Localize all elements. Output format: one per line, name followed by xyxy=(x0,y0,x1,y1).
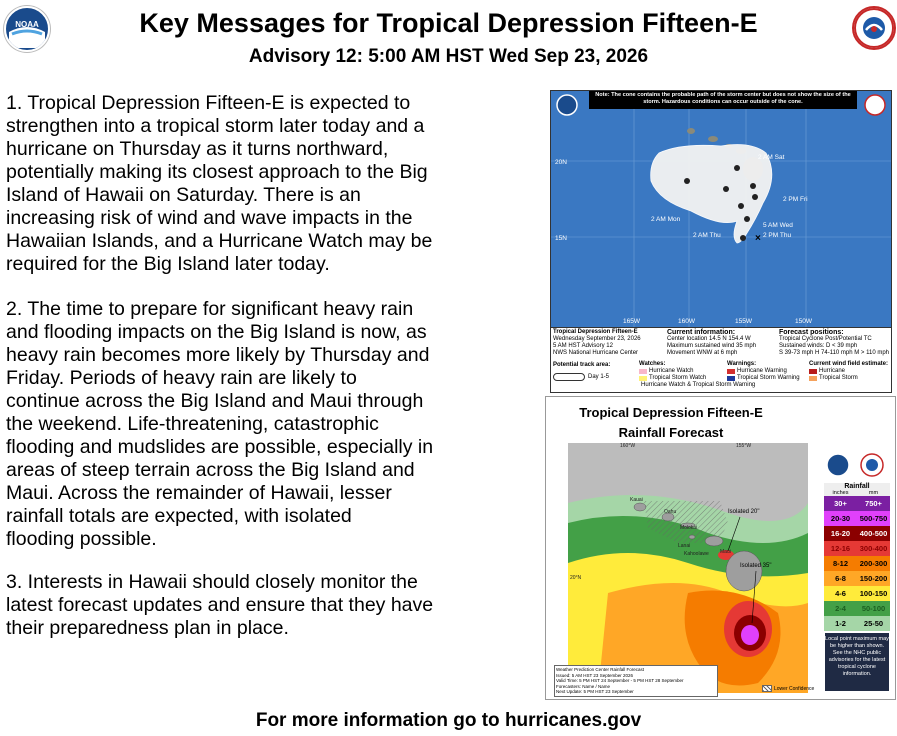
legend-storm-name: Tropical Depression Fifteen-E xyxy=(553,329,638,335)
island-label-kauai: Kauai xyxy=(630,497,643,503)
ts-warning-swatch xyxy=(727,376,735,381)
advisory-subtitle: Advisory 12: 5:00 AM HST Wed Sep 23, 2026 xyxy=(248,46,649,67)
rain-legend-row xyxy=(824,586,890,601)
legend-track-area-day: Day 1-5 xyxy=(588,373,610,380)
rain-legend-row xyxy=(824,526,890,541)
rain-legend-mm-value: 750+ xyxy=(865,499,882,508)
rain-legend-row xyxy=(824,616,890,631)
wind-ts-swatch xyxy=(809,376,817,381)
rain-legend-mm-value: 400-500 xyxy=(859,529,888,538)
track-label-2am-thu: 2 AM Thu xyxy=(693,232,721,239)
key-message-2: 2. The time to prepare for significant heavy rain and flooding impacts on the Big Island is now, as heavy rain becomes more likely by Thursday and Friday. Periods of heavy rain are likely to continue across the Big Island and Maui through the weekend. Life-threatening, catastrophic flooding and mudslides are possible, especially in areas of steep terrain across the Big Island and Maui. Across the remainder of Hawaii, lesser rainfall totals are expected, with isolated flooding possible. xyxy=(6,298,434,550)
cone-hazard-legend xyxy=(550,360,892,393)
rainfall-note: Local point maximum may be higher than shown. See the NHC public advisories for the latest tropical cyclone information. xyxy=(825,633,889,691)
rain-legend-row xyxy=(824,556,890,571)
rain-info-line: Next Update: 5 PM HST 23 September xyxy=(556,689,634,695)
legend-wind-hurricane: Hurricane xyxy=(819,368,846,374)
noaa-logo-text: NOAA xyxy=(15,20,39,29)
legend-hurricane-watch: Hurricane Watch xyxy=(649,368,694,374)
rain-legend-inches-value: 1-2 xyxy=(835,619,846,628)
lower-confidence-label: Lower Confidence xyxy=(774,685,815,692)
rain-info-line: Forecasters: Name / Name xyxy=(556,683,611,689)
wind-hurricane-swatch xyxy=(809,369,817,374)
rain-legend-row xyxy=(824,571,890,586)
legend-wind-ts: Tropical Storm xyxy=(819,375,858,381)
rain-legend-inches-value: 6-8 xyxy=(835,574,846,583)
rain-lon-155w: 155°W xyxy=(736,443,752,449)
rain-legend-inches-value: 20-30 xyxy=(830,514,851,523)
rain-legend-inches-value: 16-20 xyxy=(830,529,851,538)
rainfall-info-box xyxy=(554,665,718,697)
rain-legend-row xyxy=(824,541,890,556)
island-label-oahu: Oahu xyxy=(664,509,677,515)
rain-legend-inches: inches xyxy=(832,490,849,496)
rain-legend-mm-value: 25-50 xyxy=(863,619,884,628)
legend-current-title: Current information: xyxy=(667,329,736,336)
rainfall-forecast-map xyxy=(545,396,896,700)
rainfall-legend xyxy=(824,483,890,631)
rain-legend-mm-value: 300-400 xyxy=(859,544,888,553)
rain-legend-inches-value: 12-16 xyxy=(830,544,851,553)
forecast-cone-map xyxy=(550,90,892,362)
key-message-1: 1. Tropical Depression Fifteen-E is expected to strengthen into a tropical storm later today and a hurricane on Thursday as it turns northward, potentially making its closest approach to the Big Island of Hawaii on Saturday. There is an increasing risk of wind and wave impacts in the Hawaiian Islands, and a Hurricane Watch may be required for the Big Island later today. xyxy=(6,92,433,275)
legend-ts-watch: Tropical Storm Watch xyxy=(649,375,707,381)
legend-categories: S 39-73 mph H 74-110 mph M > 110 mph xyxy=(779,350,890,356)
legend-forecast-title: Forecast positions: xyxy=(779,329,844,336)
rain-legend-row xyxy=(824,496,890,511)
rain-legend-inches-value: 4-6 xyxy=(835,589,846,598)
island-label-maui: Maui xyxy=(720,549,731,555)
lon-label-165w: 165W xyxy=(623,318,640,325)
rain-legend-row xyxy=(824,601,890,616)
cone-map-graphic xyxy=(551,91,891,327)
track-label-2pm-thu: 2 PM Thu xyxy=(763,232,792,239)
track-label-5am-wed: 5 AM Wed xyxy=(763,222,793,229)
legend-advisory: 5 AM HST Advisory 12 xyxy=(553,343,613,349)
rain-legend-inches-value: 30+ xyxy=(834,499,847,508)
rain-info-line: Weather Prediction Center Rainfall Forecast xyxy=(556,667,644,672)
legend-max-wind: Maximum sustained wind 35 mph xyxy=(667,343,757,349)
footer-link-text: For more information go to hurricanes.gov xyxy=(255,710,642,731)
legend-warnings-title: Warnings: xyxy=(727,361,757,367)
noaa-small-logo xyxy=(557,95,577,115)
track-label-2pm-fri: 2 PM Fri xyxy=(783,196,808,203)
lon-label-150w: 150W xyxy=(795,318,812,325)
island-label-lanai: Lanai xyxy=(678,543,691,549)
lower-confidence-swatch xyxy=(762,685,772,692)
legend-date: Wednesday September 23, 2026 xyxy=(553,336,641,342)
legend-track-area-title: Potential track area: xyxy=(553,362,611,368)
rain-lon-160w: 160°W xyxy=(620,443,636,449)
rain-legend-row xyxy=(824,511,890,526)
lon-label-155w: 155W xyxy=(735,318,752,325)
track-label-2am-sat: 2 AM Sat xyxy=(758,154,785,161)
rain-legend-mm: mm xyxy=(868,490,879,496)
ts-watch-swatch xyxy=(639,376,647,381)
hurricane-watch-swatch xyxy=(639,369,647,374)
rainfall-title-line1: Tropical Depression Fifteen-E xyxy=(579,405,763,420)
isolated-35-label: Isolated 35" xyxy=(740,563,772,569)
rain-lat-20n: 20°N xyxy=(570,575,582,581)
page-title: Key Messages for Tropical Depression Fifteen-E xyxy=(139,8,758,38)
legend-ts-warning: Tropical Storm Warning xyxy=(737,375,800,381)
rain-legend-mm-value: 50-100 xyxy=(861,604,886,613)
rainfall-map-graphic xyxy=(568,443,808,693)
rain-info-line: Valid Time: 5 PM HST 24 September - 5 PM HST 28 September xyxy=(556,678,684,684)
rainfall-title-line2: Rainfall Forecast xyxy=(618,425,724,440)
rain-legend-inches-value: 2-4 xyxy=(835,604,846,613)
lower-confidence-key xyxy=(762,685,814,692)
legend-movement: Movement WNW at 6 mph xyxy=(667,350,738,356)
legend-center: NWS National Hurricane Center xyxy=(553,350,639,356)
rain-legend-mm-value: 150-200 xyxy=(859,574,888,583)
legend-watches-title: Watches: xyxy=(639,361,666,367)
island-label-molokai: Molokai xyxy=(680,525,698,531)
current-position-icon: × xyxy=(755,233,761,244)
key-message-3: 3. Interests in Hawaii should closely monitor the latest forecast updates and ensure that they have their preparedness plan in place. xyxy=(6,571,434,639)
rain-info-line: Issued: 5 AM HST 23 September 2026 xyxy=(556,672,633,678)
cone-legend xyxy=(551,327,891,362)
legend-current-location: Center location 14.5 N 154.4 W xyxy=(667,336,751,342)
legend-watch-both: Hurricane Watch & Tropical Storm Warning xyxy=(641,382,756,388)
rain-legend-mm-value: 100-150 xyxy=(859,589,888,598)
lon-label-160w: 160W xyxy=(678,318,695,325)
isolated-20-label: Isolated 20" xyxy=(728,509,760,515)
track-label-2am-mon: 2 AM Mon xyxy=(651,216,681,223)
rain-legend-title: Rainfall xyxy=(824,483,890,490)
lat-label-20n: 20N xyxy=(555,159,567,166)
rain-legend-inches-value: 8-12 xyxy=(832,559,848,568)
legend-forecast-types: Tropical Cyclone Post/Potential TC xyxy=(779,336,872,342)
track-area-swatch xyxy=(553,373,585,381)
island-label-kahoolawe: Kahoolawe xyxy=(684,551,709,557)
rain-legend-mm-value: 500-750 xyxy=(859,514,888,523)
legend-sustained: Sustained winds: D < 39 mph xyxy=(779,343,858,349)
hurricane-warning-swatch xyxy=(727,369,735,374)
rain-legend-mm-value: 200-300 xyxy=(859,559,888,568)
nws-small-logo xyxy=(865,95,885,115)
legend-hurricane-warning: Hurricane Warning xyxy=(737,368,787,374)
cone-note: Note: The cone contains the probable path of the storm center but does not show the size of the storm. Hazardous conditions can occur outside of the cone. xyxy=(595,92,851,105)
rain-logos xyxy=(826,451,890,479)
lat-label-15n: 15N xyxy=(555,235,567,242)
legend-wind-field-title: Current wind field estimate: xyxy=(809,361,889,367)
